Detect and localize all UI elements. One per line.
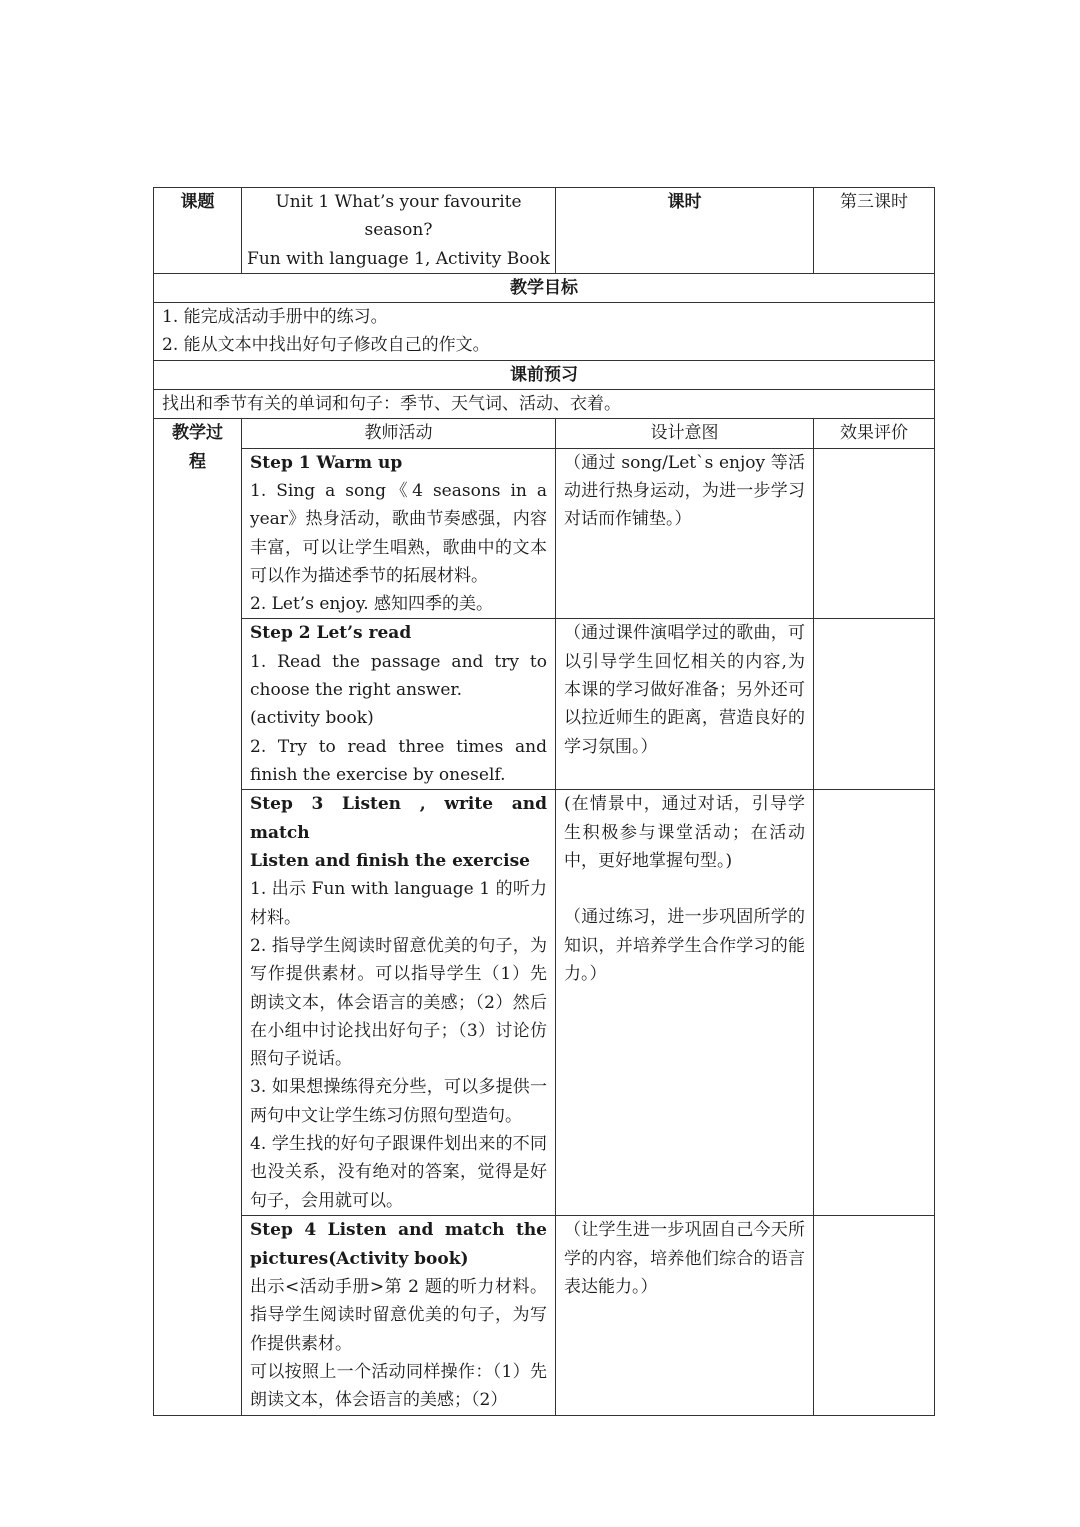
step-body: 4. 学生找的好句子跟课件划出来的不同也没关系，没有绝对的答案，觉得是好句子，会用就可以。 [250,1134,547,1211]
step-body: 2. Let’s enjoy. 感知四季的美。 [250,594,494,615]
objectives-list [154,303,935,361]
col-teacher-activity: 教师活动 [242,419,556,448]
teacher-activity-cell [242,790,556,1216]
step-body: 2. Try to read three times and finish the exercise by oneself. [250,736,547,785]
objectives-heading: 教学目标 [154,273,935,302]
period-value: 第三课时 [814,188,935,274]
evaluation-cell [814,448,935,619]
step-title: Step 1 Warm up [250,452,403,473]
preview-text: 找出和季节有关的单词和句子：季节、天气词、活动、衣着。 [154,390,935,419]
step-body: (activity book) [250,708,374,729]
step-row [154,1216,935,1415]
step-body: 可以按照上一个活动同样操作：（1）先朗读文本，体会语言的美感；（2） [250,1361,547,1411]
step-body: 3. 如果想操练得充分些，可以多提供一两句中文让学生练习仿照句型造句。 [250,1077,547,1126]
step-row [154,448,935,619]
objectives-row [154,303,935,361]
design-intent-cell: （通过课件演唱学过的歌曲，可以引导学生回忆相关的内容,为本课的学习做好准备；另外还可以拉近师生的距离，营造良好的学习氛围。） [556,619,814,790]
evaluation-cell [814,619,935,790]
topic-line-1: Unit 1 What’s your favourite season? [275,192,522,241]
step-body: 1. 出示 Fun with language 1 的听力材料。 [250,879,547,928]
preview-heading: 课前预习 [154,360,935,389]
design-text: (在情景中，通过对话，引导学生积极参与课堂活动；在活动中，更好地掌握句型。) [564,794,805,872]
col-evaluation: 效果评价 [814,419,935,448]
step-title: Step 3 Listen , write and match [250,794,547,843]
step-body: 1. Sing a song《4 seasons in a year》热身活动，歌曲节奏感强，内容丰富，可以让学生唱熟，歌曲中的文本可以作为描述季节的拓展材料。 [250,480,547,586]
design-intent-cell: （让学生进一步巩固自己今天所学的内容，培养他们综合的语言表达能力。） [556,1216,814,1415]
step-title: Step 4 Listen and match the pictures(Activity book) [250,1220,547,1269]
step-title: Step 2 Let’s read [250,623,412,644]
topic-value [242,188,556,274]
teacher-activity-cell [242,1216,556,1415]
step-body: 2. 指导学生阅读时留意优美的句子，为写作提供素材。可以指导学生（1）先朗读文本，体会语言的美感；（2）然后在小组中讨论找出好句子；（3）讨论仿照句子说话。 [250,935,547,1070]
lesson-plan-table [153,187,935,1416]
evaluation-cell [814,790,935,1216]
design-intent-cell [556,790,814,1216]
topic-line-2: Fun with language 1, Activity Book [247,248,550,269]
step-row [154,619,935,790]
col-design-intent: 设计意图 [556,419,814,448]
design-intent-cell: （通过 song/Let`s enjoy 等活动进行热身运动，为进一步学习对话而作铺垫。） [556,448,814,619]
step-row [154,790,935,1216]
step-body: 1. Read the passage and try to choose the right answer. [250,651,547,701]
process-header-row [154,419,935,448]
evaluation-cell [814,1216,935,1415]
preview-heading-row [154,360,935,389]
objective-item: 2. 能从文本中找出好句子修改自己的作文。 [162,335,490,356]
teacher-activity-cell [242,448,556,619]
objective-item: 1. 能完成活动手册中的练习。 [162,307,388,328]
design-text: （通过练习，进一步巩固所学的知识，并培养学生合作学习的能力。） [564,907,805,984]
objectives-heading-row [154,273,935,302]
lesson-plan-page [153,187,934,1416]
title-row [154,188,935,274]
topic-label: 课题 [154,188,242,274]
period-label: 课时 [556,188,814,274]
step-subtitle: Listen and finish the exercise [250,851,531,872]
teacher-activity-cell [242,619,556,790]
preview-row [154,390,935,419]
process-label: 教学过程 [154,419,242,1415]
step-body: 出示<活动手册>第 2 题的听力材料。指导学生阅读时留意优美的句子，为写作提供素材。 [250,1277,547,1354]
